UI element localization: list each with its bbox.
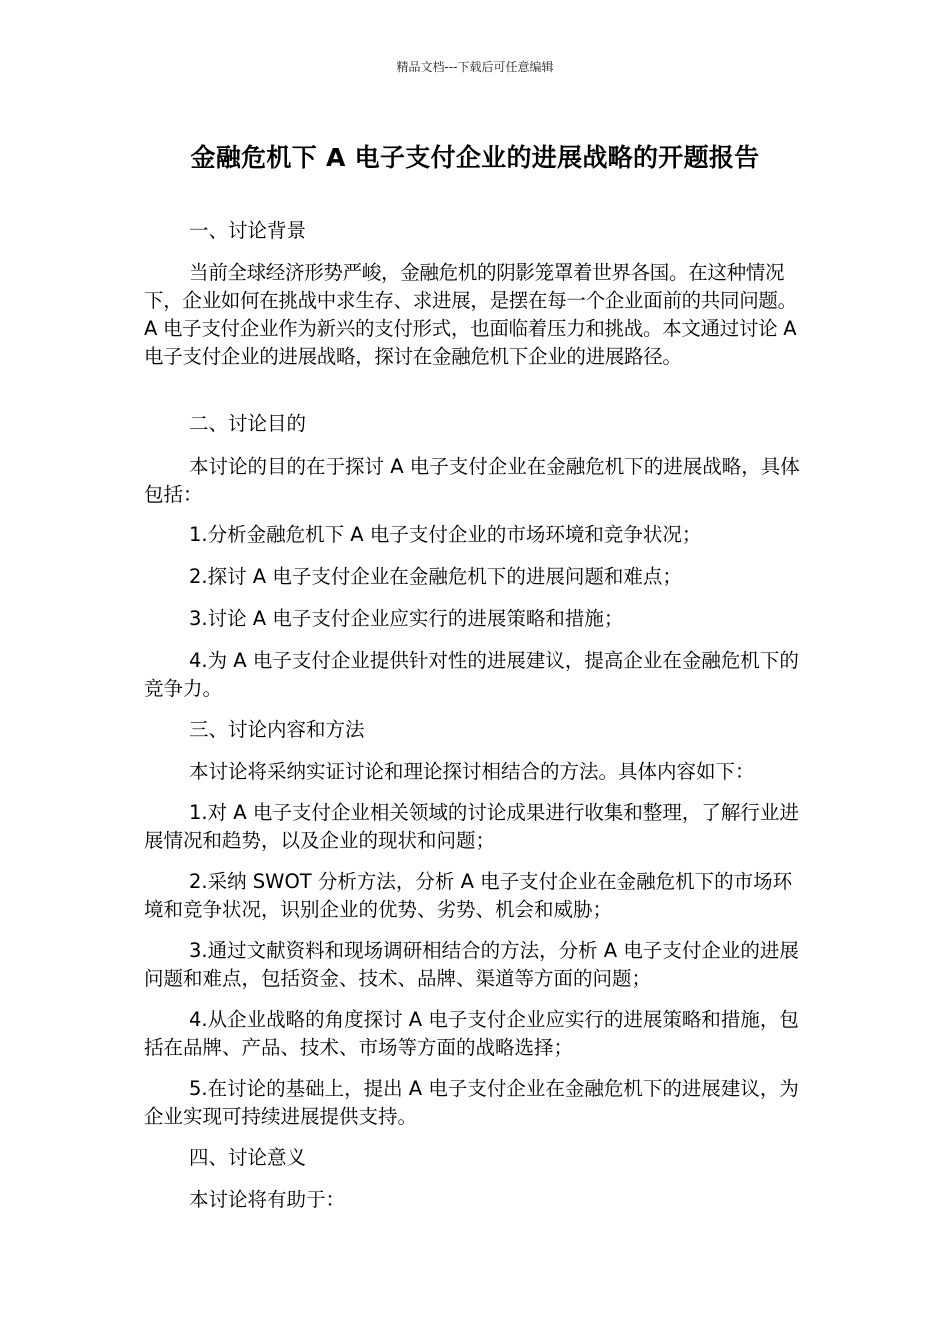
content-item-1: 1.对 A 电子支付企业相关领域的讨论成果进行收集和整理，了解行业进展情况和趋势，以及企业的现状和问题； — [144, 801, 799, 852]
section-heading-content-method: 三、讨论内容和方法 — [189, 718, 365, 741]
paragraph-purpose: 本讨论的目的在于探讨 A 电子支付企业在金融危机下的进展战略，具体包括： — [144, 455, 800, 506]
purpose-item-3: 3.讨论 A 电子支付企业应实行的进展策略和措施； — [189, 607, 624, 630]
section-heading-significance: 四、讨论意义 — [189, 1146, 307, 1169]
section-heading-background: 一、讨论背景 — [189, 219, 307, 242]
paragraph-background: 当前全球经济形势严峻，金融危机的阴影笼罩着世界各国。在这种情况下，企业如何在挑战中求生存、求进展，是摆在每一个企业面前的共同问题。A 电子支付企业作为新兴的支付形式，也面临着压力和挑战。本文通过讨论 A 电子支付企业的进展战略，探讨在金融危机下企业的进展路径。 — [144, 261, 797, 368]
content-item-2: 2.采纳 SWOT 分析方法，分析 A 电子支付企业在金融危机下的市场环境和竞争状况，识别企业的优势、劣势、机会和威胁； — [144, 870, 793, 921]
paragraph-content-method: 本讨论将采纳实证讨论和理论探讨相结合的方法。具体内容如下： — [189, 760, 755, 783]
purpose-item-2: 2.探讨 A 电子支付企业在金融危机下的进展问题和难点； — [189, 565, 682, 588]
content-item-4: 4.从企业战略的角度探讨 A 电子支付企业应实行的进展策略和措施，包括在品牌、产品、技术、市场等方面的战略选择； — [144, 1008, 799, 1059]
content-item-5: 5.在讨论的基础上，提出 A 电子支付企业在金融危机下的进展建议，为企业实现可持续进展提供支持。 — [144, 1077, 799, 1128]
content-item-3: 3.通过文献资料和现场调研相结合的方法，分析 A 电子支付企业的进展问题和难点，包括资金、技术、品牌、渠道等方面的问题； — [144, 939, 799, 990]
page-header: 精品文档---下载后可任意编辑 — [396, 60, 554, 74]
purpose-item-4: 4.为 A 电子支付企业提供针对性的进展建议，提高企业在金融危机下的竞争力。 — [144, 649, 799, 700]
document-title: 金融危机下 A 电子支付企业的进展战略的开题报告 — [190, 143, 760, 172]
paragraph-significance: 本讨论将有助于： — [189, 1188, 346, 1211]
purpose-item-1: 1.分析金融危机下 A 电子支付企业的市场环境和竞争状况； — [189, 523, 702, 546]
section-heading-purpose: 二、讨论目的 — [189, 412, 307, 435]
